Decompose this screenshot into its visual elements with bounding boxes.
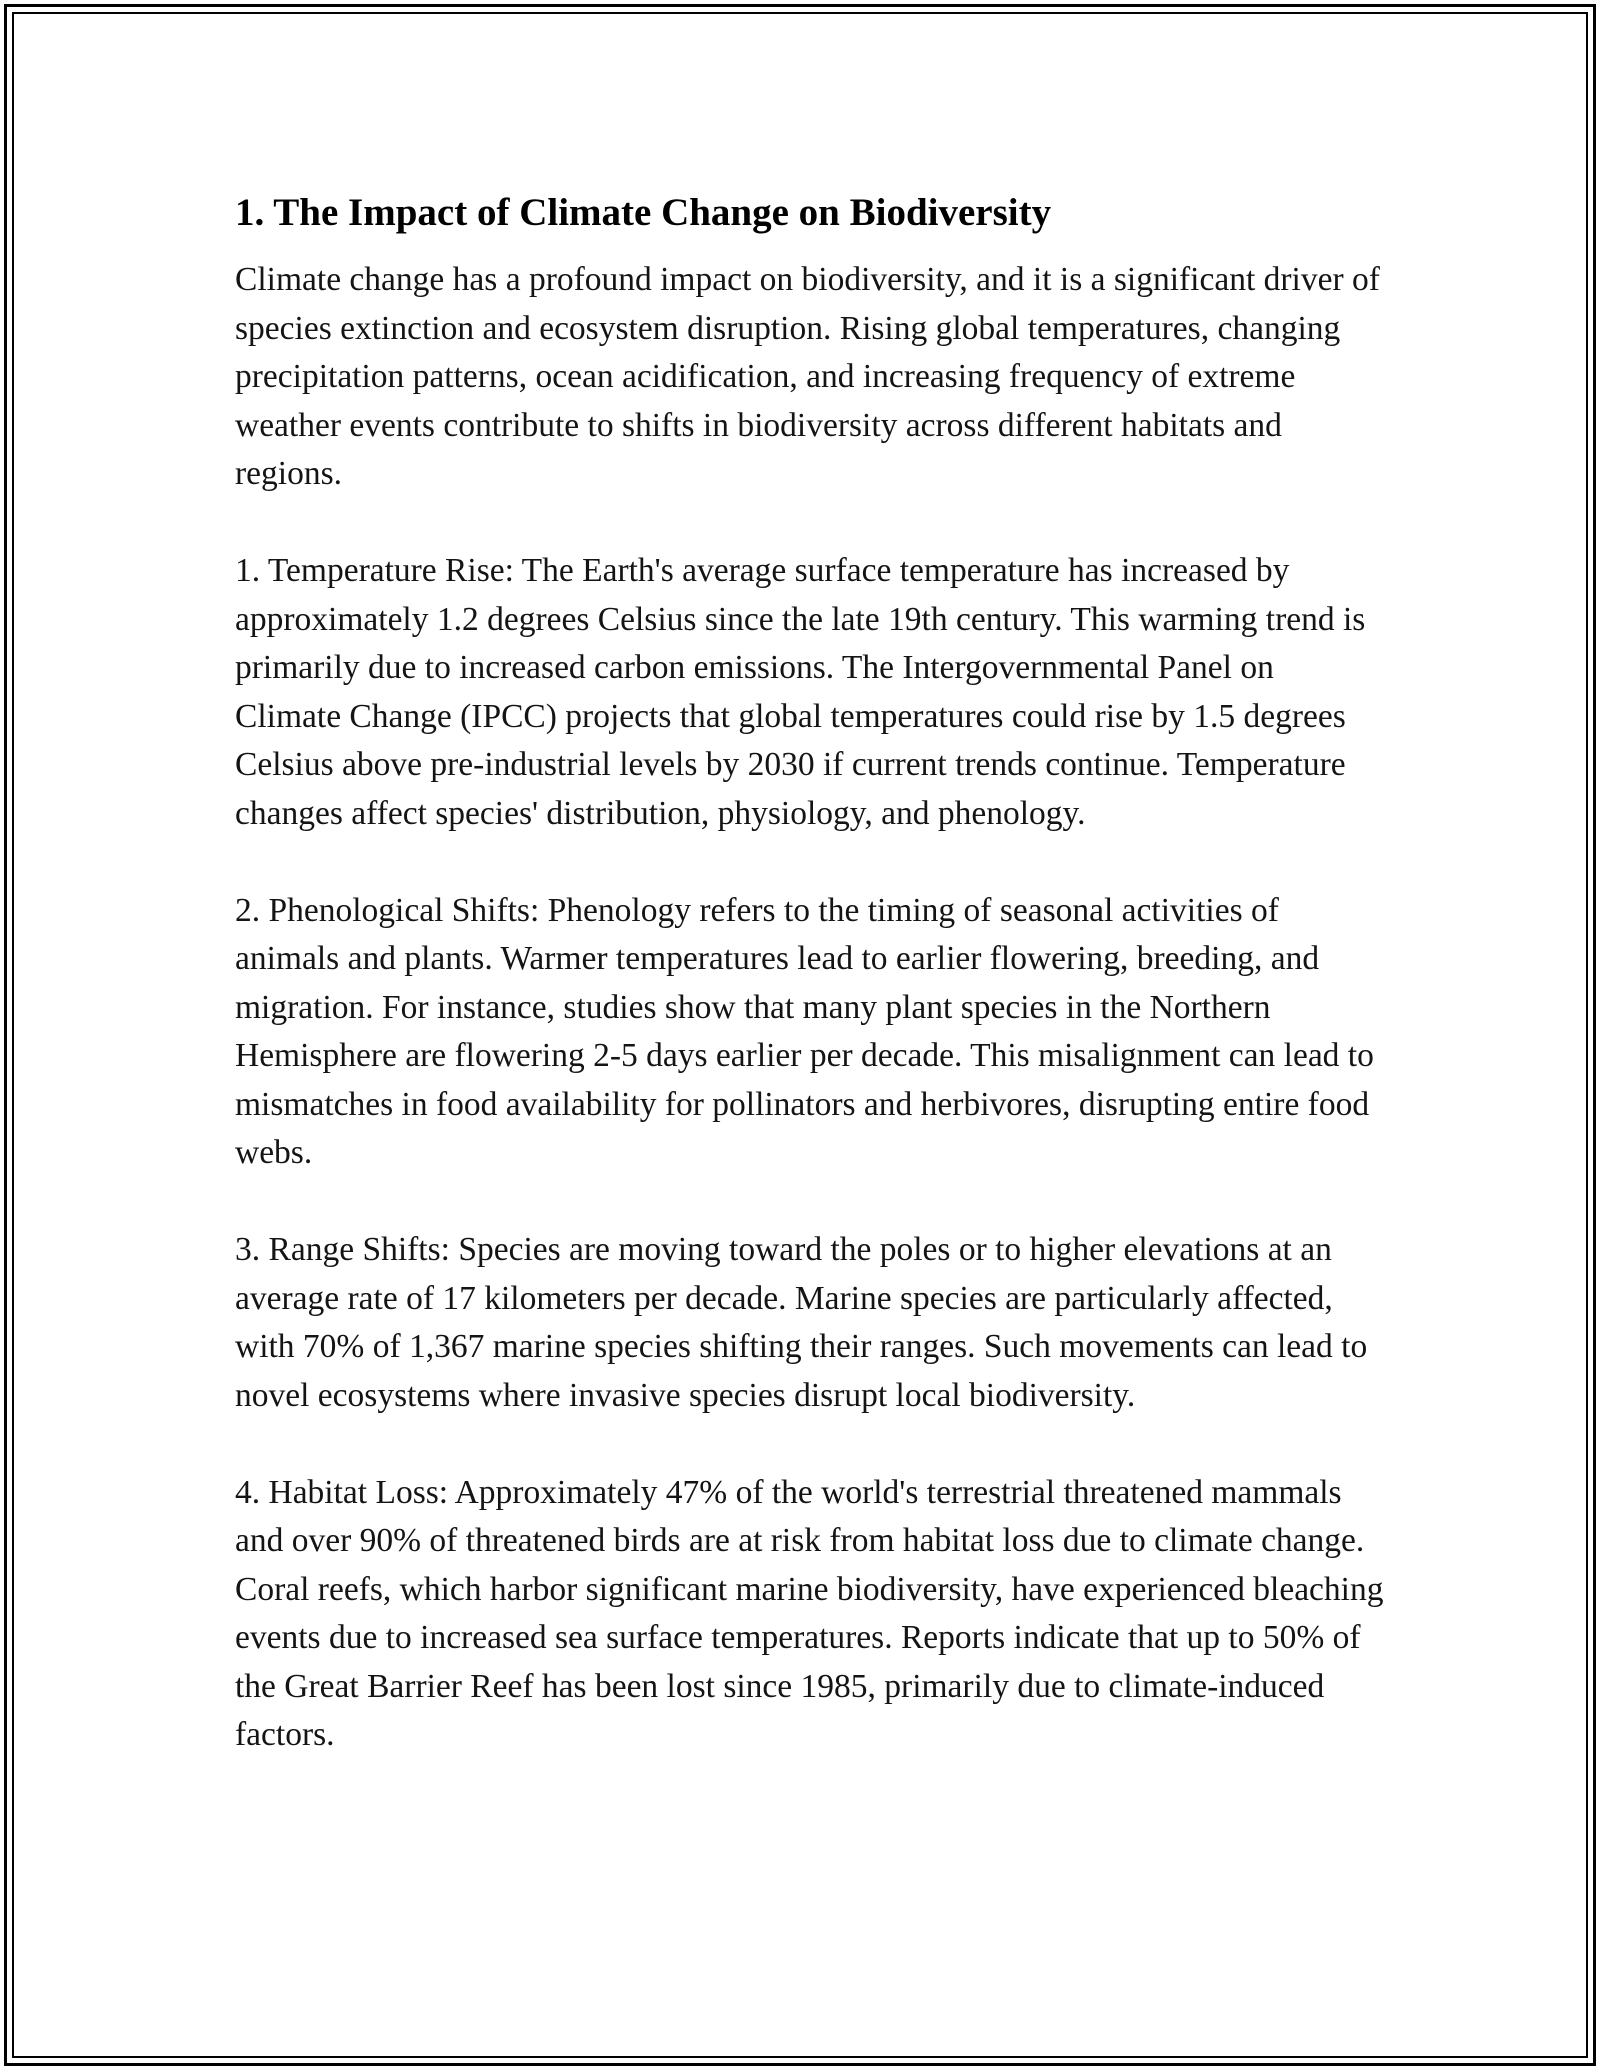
section-heading: 1. The Impact of Climate Change on Biodiversity — [235, 191, 1052, 234]
document-body — [235, 188, 1385, 1760]
habitat-loss-paragraph: 4. Habitat Loss: Approximately 47% of the world's terrestrial threatened mammals and over 90% of threatened birds are at risk from habitat loss due to climate change. Coral reefs, which harbor significant marine biodiversity, have experienced bleaching events due to increased sea surface temperatures. Reports indicate that up to 50% of the Great Barrier Reef has been lost since 1985, primarily due to climate-induced factors. — [235, 1473, 1384, 1753]
phenological-shifts-paragraph: 2. Phenological Shifts: Phenology refers to the timing of seasonal activities of animals and plants. Warmer temperatures lead to earlier flowering, breeding, and migration. For instance, studies show that many plant species in the Northern Hemisphere are flowering 2-5 days earlier per decade. This misalignment can lead to mismatches in food availability for pollinators and herbivores, disrupting entire food webs. — [235, 891, 1374, 1171]
temperature-rise-paragraph: 1. Temperature Rise: The Earth's average surface temperature has increased by approximately 1.2 degrees Celsius since the late 19th century. This warming trend is primarily due to increased carbon emissions. The Intergovernmental Panel on Climate Change (IPCC) projects that global temperatures could rise by 1.5 degrees Celsius above pre-industrial levels by 2030 if current trends continue. Temperature changes affect species' distribution, physiology, and phenology. — [235, 552, 1366, 832]
intro-paragraph: Climate change has a profound impact on biodiversity, and it is a significant driver of species extinction and ecosystem disruption. Rising global temperatures, changing precipitation patterns, ocean acidification, and increasing frequency of extreme weather events contribute to shifts in biodiversity across different habitats and regions. — [235, 261, 1380, 492]
range-shifts-paragraph: 3. Range Shifts: Species are moving toward the poles or to higher elevations at an average rate of 17 kilometers per decade. Marine species are particularly affected, with 70% of 1,367 marine species shifting their ranges. Such movements can lead to novel ecosystems where invasive species disrupt local biodiversity. — [235, 1231, 1368, 1414]
